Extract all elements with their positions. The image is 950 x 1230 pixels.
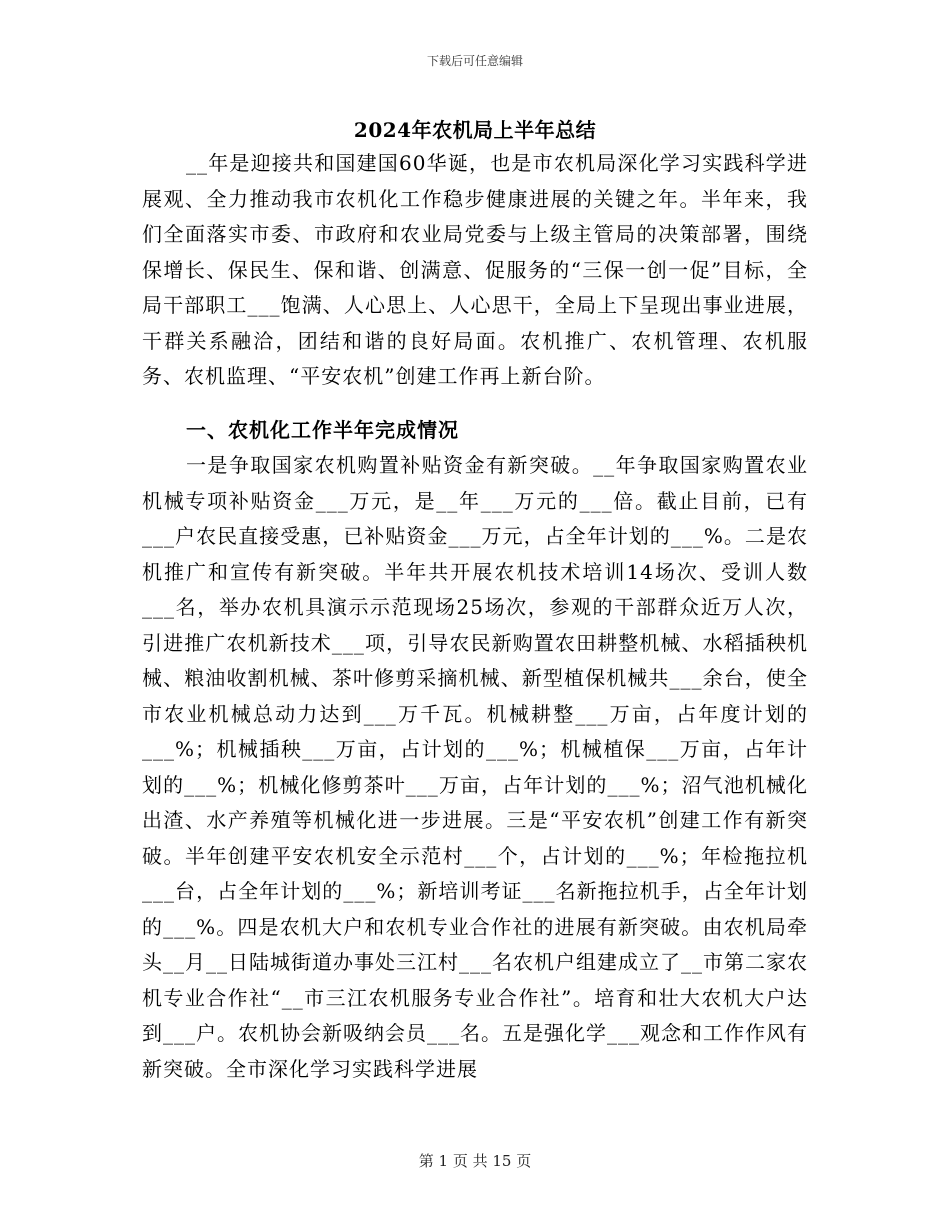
page-header-note: 下载后可任意编辑 bbox=[426, 54, 523, 68]
document-title: 2024年农机局上半年总结 bbox=[353, 118, 597, 142]
page-number-footer: 第 1 页 共 15 页 bbox=[418, 1152, 532, 1170]
section-body-paragraph: 一是争取国家农机购置补贴资金有新突破。__年争取国家购置农业机械专项补贴资金___万元，是__年___万元的___倍。截止目前，已有___户农民直接受惠，已补贴资金___万元，占全年计划的___%。二是农机推广和宣传有新突破。半年共开展农机技术培训14场次、受训人数___名，举办农机具演示示范现场25场次，参观的干部群众近万人次，引进推广农机新技术___项，引导农民新购置农田耕整机械、水稻插秧机械、粮油收割机械、茶叶修剪采摘机械、新型植保机械共___余台，使全市农业机械总动力达到___万千瓦。机械耕整___万亩，占年度计划的___%；机械插秧___万亩，占计划的___%；机械植保___万亩，占年计划的___%；机械化修剪茶叶___万亩，占年计划的___%；沼气池机械化出渣、水产养殖等机械化进一步进展。三是“平安农机”创建工作有新突破。半年创建平安农机安全示范村___个，占计划的___%；年检拖拉机___台，占全年计划的___%；新培训考证___名新拖拉机手，占全年计划的___%。四是农机大户和农机专业合作社的进展有新突破。由农机局牵头__月__日陆城街道办事处三江村___名农机户组建成立了__市第二家农机专业合作社“__市三江农机服务专业合作社”。培育和壮大农机大户达到___户。农机协会新吸纳会员___名。五是强化学___观念和工作作风有新突破。全市深化学习实践科学进展 bbox=[142, 453, 808, 1081]
intro-paragraph: __年是迎接共和国建国60华诞，也是市农机局深化学习实践科学进展观、全力推动我市农机化工作稳步健康进展的关键之年。半年来，我们全面落实市委、市政府和农业局党委与上级主管局的决策部署，围绕保增长、保民生、保和谐、创满意、促服务的“三保一创一促”目标，全局干部职工___饱满、人心思上、人心思干，全局上下呈现出事业进展，干群关系融洽，团结和谐的良好局面。农机推广、农机管理、农机服务、农机监理、“平安农机”创建工作再上新台阶。 bbox=[142, 151, 808, 388]
section-heading: 一、农机化工作半年完成情况 bbox=[186, 418, 459, 442]
